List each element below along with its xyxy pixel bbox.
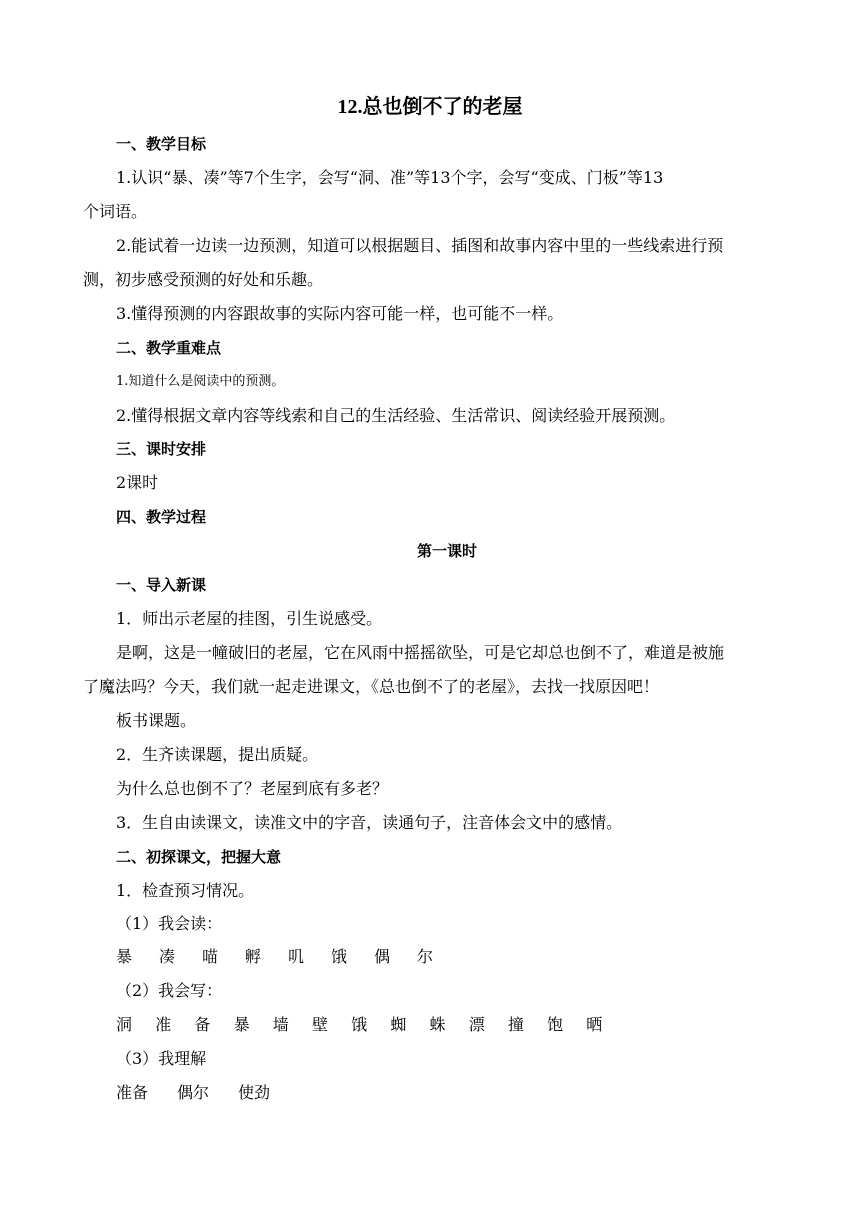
read-char: 凑 [159, 947, 176, 966]
write-char: 蛛 [429, 1015, 446, 1034]
intro-step-3: 3．生自由读课文，读准文中的字音，读通句子，注音体会文中的感情。 [116, 813, 623, 832]
key-point-2: 2.懂得根据文章内容等线索和自己的生活经验、生活常识、阅读经验开展预测。 [116, 406, 676, 425]
goal-2-line-2: 测，初步感受预测的好处和乐趣。 [83, 270, 324, 289]
understand-words-row [116, 1083, 299, 1103]
key-point-1: 1.知道什么是阅读中的预测。 [116, 374, 285, 389]
read-label: （1）我会读： [116, 914, 223, 933]
lesson-one-heading: 第一课时 [416, 542, 477, 560]
heading-process: 四、教学过程 [116, 508, 207, 526]
write-char: 墙 [272, 1015, 289, 1034]
read-char: 偶 [374, 947, 391, 966]
question-text: 为什么总也倒不了？老屋到底有多老？ [116, 779, 389, 798]
intro-step-1: 1．师出示老屋的挂图，引生说感受。 [116, 609, 383, 628]
read-char: 叽 [288, 947, 305, 966]
write-label: （2）我会写： [116, 981, 223, 1000]
understand-word: 偶尔 [177, 1083, 210, 1102]
goal-1-line-1: 1.认识“暴、凑”等7个生字，会写“洞、准”等13个字，会写“变成、门板”等13 [116, 168, 664, 187]
write-char: 洞 [116, 1015, 133, 1034]
heading-key-points: 二、教学重难点 [116, 339, 222, 357]
goal-3: 3.懂得预测的内容跟故事的实际内容可能一样，也可能不一样。 [116, 304, 564, 323]
write-char: 漂 [468, 1015, 485, 1034]
understand-word: 使劲 [238, 1083, 271, 1102]
title-text: 总也倒不了的老屋 [362, 94, 523, 118]
explore-step-1: 1．检查预习情况。 [116, 881, 255, 900]
write-char: 壁 [311, 1015, 328, 1034]
understand-label: （3）我理解 [116, 1049, 207, 1068]
read-char: 饿 [331, 947, 348, 966]
understand-word: 准备 [116, 1083, 149, 1102]
goal-1-line-2: 个词语。 [83, 202, 148, 221]
read-char: 尔 [417, 947, 434, 966]
write-char: 饿 [351, 1015, 368, 1034]
heading-teaching-goals: 一、教学目标 [116, 135, 207, 153]
heading-schedule: 三、课时安排 [116, 440, 207, 458]
read-char: 喵 [202, 947, 219, 966]
read-char: 孵 [245, 947, 262, 966]
section-explore-heading: 二、初探课文，把握大意 [116, 848, 282, 866]
title-number: 12. [337, 96, 363, 118]
write-chars-row [116, 1015, 625, 1035]
section-intro-heading: 一、导入新课 [116, 576, 207, 594]
write-char: 准 [155, 1015, 172, 1034]
write-char: 撞 [507, 1015, 524, 1034]
read-chars-row [116, 947, 460, 967]
write-char: 饱 [547, 1015, 564, 1034]
schedule-hours: 2课时 [116, 473, 159, 492]
intro-paragraph-line-1: 是啊，这是一幢破旧的老屋，它在风雨中摇摇欲坠，可是它却总也倒不了，难道是被施 [116, 643, 725, 662]
write-char: 蜘 [390, 1015, 407, 1034]
read-char: 暴 [116, 947, 133, 966]
intro-paragraph-line-2: 了魔法吗？今天，我们就一起走进课文，《总也倒不了的老屋》，去找一找原因吧！ [83, 677, 660, 696]
board-title-note: 板书课题。 [116, 711, 197, 730]
write-char: 暴 [233, 1015, 250, 1034]
write-char: 晒 [586, 1015, 603, 1034]
goal-2-line-1: 2.能试着一边读一边预测，知道可以根据题目、插图和故事内容中里的一些线索进行预 [116, 236, 724, 255]
page-title [0, 94, 860, 119]
write-char: 备 [194, 1015, 211, 1034]
intro-step-2: 2．生齐读课题，提出质疑。 [116, 745, 319, 764]
